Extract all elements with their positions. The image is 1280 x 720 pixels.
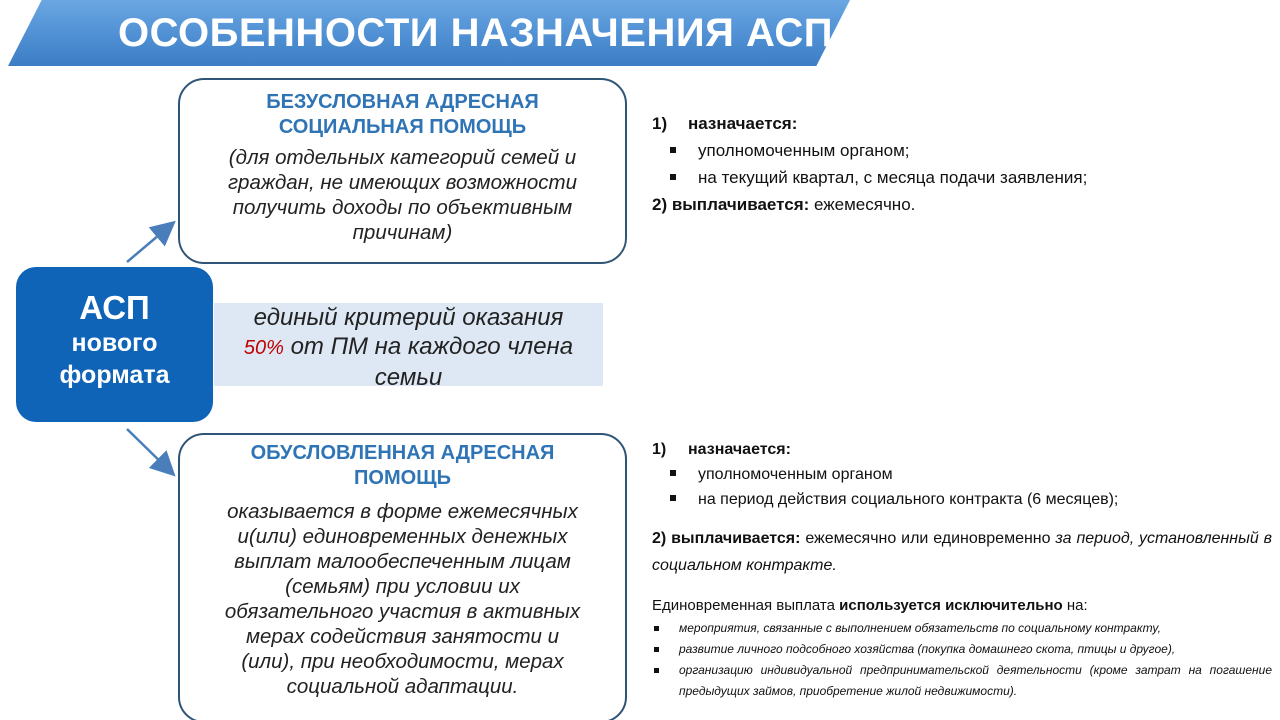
- one-time-uses-list: [652, 618, 1272, 702]
- percent-value: 50%: [243, 337, 284, 359]
- unconditional-details: [652, 110, 1272, 218]
- bullet-icon: [654, 626, 659, 631]
- one-time-payment-note: Единовременная выплата используется исключительно на:: [652, 597, 1088, 614]
- asp-label-line2: нового: [71, 329, 158, 357]
- bullet-icon: [670, 495, 676, 501]
- arrow-up: [127, 224, 172, 262]
- payment-line: 2) выплачивается: ежемесячно.: [652, 195, 916, 214]
- assignment-heading: 1) назначается:: [652, 114, 798, 133]
- assignment-heading: 1) назначается:: [652, 441, 791, 458]
- list-item: организацию индивидуальной предпринимательской деятельности (кроме затрат на погашение предыдущих займов, приобретение жилой недвижимости).: [652, 660, 1272, 702]
- conditional-aid-title: ОБУСЛОВЛЕННАЯ АДРЕСНАЯ ПОМОЩЬ: [250, 442, 555, 489]
- unconditional-aid-description: (для отдельных категорий семей и граждан, не имеющих возможности получить доходы по объективным причинам): [227, 146, 578, 244]
- conditional-details: [652, 437, 1272, 702]
- bullet-icon: [654, 668, 659, 673]
- list-item: на текущий квартал, с месяца подачи заявления;: [652, 164, 1272, 191]
- list-item: мероприятия, связанные с выполнением обязательств по социальному контракту,: [652, 618, 1272, 639]
- list-item: уполномоченным органом;: [652, 137, 1272, 164]
- list-item: уполномоченным органом: [652, 462, 1272, 487]
- asp-label: АСП: [79, 289, 150, 326]
- page-title: ОСОБЕННОСТИ НАЗНАЧЕНИЯ АСП: [118, 11, 833, 55]
- bullet-icon: [670, 174, 676, 180]
- unconditional-aid-box: [178, 78, 627, 264]
- asp-new-format-box: [16, 267, 213, 422]
- conditional-aid-description: оказывается в форме ежемесячных и(или) единовременных денежных выплат малообеспеченным лицам (семьям) при условии их обязательного участия в активных мерах содействия занятости и (или), при необходимости, мерах социальной адаптации.: [224, 500, 581, 698]
- unconditional-aid-title: БЕЗУСЛОВНАЯ АДРЕСНАЯ СОЦИАЛЬНАЯ ПОМОЩЬ: [266, 91, 539, 138]
- list-item: развитие личного подсобного хозяйства (покупка домашнего скота, птицы и другое),: [652, 639, 1272, 660]
- asp-label-line3: формата: [59, 361, 170, 389]
- bullet-icon: [670, 470, 676, 476]
- conditional-aid-box: [178, 433, 627, 720]
- arrow-down: [127, 429, 172, 473]
- bullet-icon: [670, 147, 676, 153]
- single-criterion-box: единый критерий оказания 50% от ПМ на каждого члена семьи: [214, 303, 603, 386]
- bullet-icon: [654, 647, 659, 652]
- list-item: на период действия социального контракта (6 месяцев);: [652, 487, 1272, 512]
- payment-line: 2) выплачивается: ежемесячно или единовременно за период, установленный в социальном контракте.: [652, 530, 1272, 574]
